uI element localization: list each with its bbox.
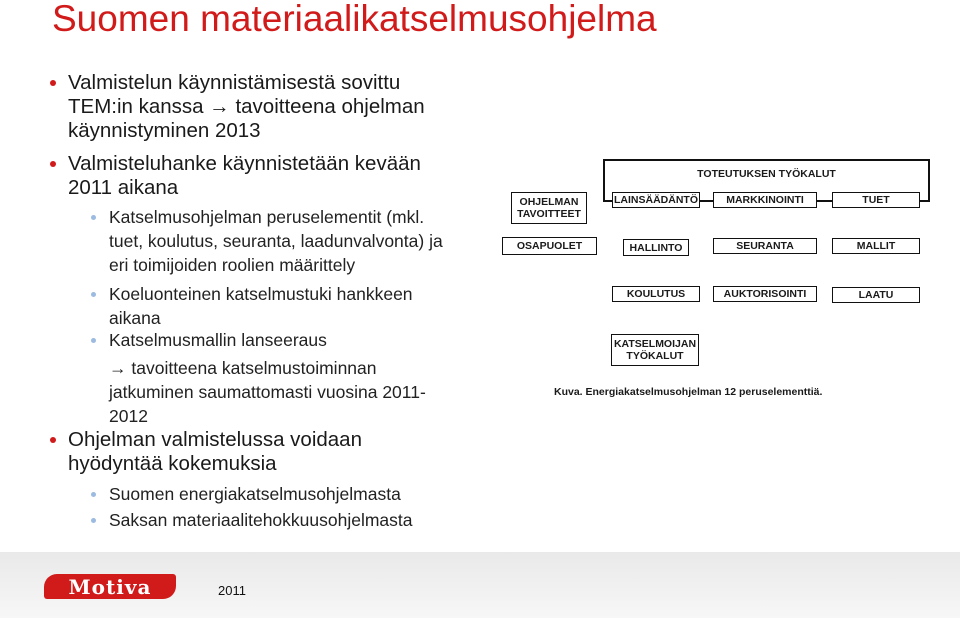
bullet-line: Valmisteluhanke käynnistetään kevään (68, 152, 421, 175)
bullet-marker (50, 161, 56, 167)
authorization-box: AUKTORISOINTI (713, 286, 817, 302)
sub-bullet-line: Suomen energiakatselmusohjelmasta (109, 484, 401, 504)
footer-bar (0, 552, 960, 618)
subsidies-box: TUET (832, 192, 920, 208)
bullet-marker (91, 518, 96, 523)
bullet-line: käynnistyminen 2013 (68, 119, 261, 142)
diagram-caption: Kuva. Energiakatselmusohjelman 12 peruselementtiä. (554, 386, 823, 398)
stakeholders-box: OSAPUOLET (502, 237, 597, 255)
sub-bullet-line: tuet, koulutus, seuranta, laadunvalvonta) ja (109, 231, 443, 251)
slide-title: Suomen materiaalikatselmusohjelma (52, 0, 657, 39)
program-goals-box: OHJELMAN TAVOITTEET (511, 192, 587, 224)
sub-bullet-line: Koeluonteinen katselmustuki hankkeen (109, 284, 413, 304)
training-box: KOULUTUS (612, 286, 700, 302)
monitoring-box: SEURANTA (713, 238, 817, 254)
bullet-line: Valmistelun käynnistämisestä sovittu (68, 71, 401, 94)
bullet-line: TEM:in kanssa → tavoitteena ohjelman (68, 95, 425, 118)
marketing-box: MARKKINOINTI (713, 192, 817, 208)
sub-bullet-line: Katselmusmallin lanseeraus (109, 330, 327, 350)
bullet-marker (50, 80, 56, 86)
sub-bullet-line: jatkuminen saumattomasti vuosina 2011- (109, 382, 426, 402)
bullet-marker (91, 292, 96, 297)
sub-bullet-line: 2012 (109, 406, 148, 426)
bullet-list (0, 0, 470, 560)
administration-box: HALLINTO (623, 239, 689, 256)
footer-year: 2011 (218, 583, 246, 598)
sub-bullet-line: aikana (109, 308, 161, 328)
sub-bullet-line: Saksan materiaalitehokkuusohjelmasta (109, 510, 413, 530)
implementation-tools-header: TOTEUTUKSEN TYÖKALUT (697, 168, 836, 180)
sub-bullet-line: → tavoitteena katselmustoiminnan (109, 358, 377, 378)
legislation-box: LAINSÄÄDÄNTÖ (614, 194, 698, 206)
models-box: MALLIT (832, 238, 920, 254)
program-elements-diagram (490, 150, 950, 410)
bullet-marker (91, 492, 96, 497)
bullet-line: 2011 aikana (68, 176, 179, 199)
motiva-logo: Motiva (44, 574, 176, 599)
auditor-tools-box: KATSELMOIJAN TYÖKALUT (611, 334, 699, 366)
bullet-marker (91, 215, 96, 220)
bullet-line: hyödyntää kokemuksia (68, 452, 277, 475)
bullet-marker (91, 338, 96, 343)
quality-box: LAATU (832, 287, 920, 303)
bullet-marker (50, 437, 56, 443)
sub-bullet-line: eri toimijoiden roolien määrittely (109, 255, 356, 275)
sub-bullet-line: Katselmusohjelman peruselementit (mkl. (109, 207, 425, 227)
bullet-line: Ohjelman valmistelussa voidaan (68, 428, 362, 451)
